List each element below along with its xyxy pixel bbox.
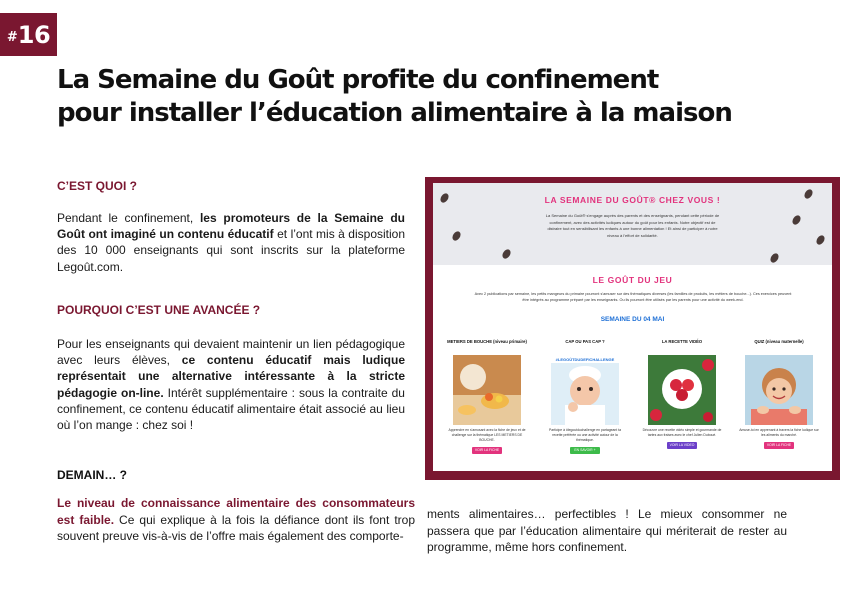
- challenge-banner-text: #LEGOÛTDUDEFICHALLENGE: [555, 357, 615, 362]
- coffee-bean-decoration: [451, 230, 462, 242]
- card-title: METIERS DE BOUCHE (niveau primaire): [447, 339, 527, 344]
- text-run: Ce qui explique à la fois la défiance dont ils font trop souvent preuve vis-à-vis de l’offre mais également des comporte-: [57, 512, 415, 543]
- card-caption: Participe à #legoutduchallenge en partageant ta recette préférée ou une activité autour de la thématique.: [548, 428, 621, 442]
- card-title: LA RECETTE VIDÉO: [661, 339, 703, 344]
- card-caption: Découvre une recette vidéo simple et gourmande de tartes aux fraises avec le chef Julien Duboué.: [642, 428, 722, 437]
- child-chef-photo: [551, 355, 619, 425]
- coffee-bean-decoration: [791, 214, 802, 226]
- section-title-what: C’EST QUOI ?: [57, 179, 138, 193]
- bold-text-run: ce contenu éducatif mais ludique représentait une alternative intéressante à la stricte pédagogie on-line.: [57, 353, 405, 400]
- section-title-tomorrow: DEMAIN… ?: [57, 468, 127, 482]
- activity-card-metiers: [447, 339, 527, 454]
- section-paragraph-what: [57, 210, 405, 275]
- banner-text: La Semaine du Goût® s'engage auprès des parents et des enseignants, pendant cette période de confinement, avec des activités ludiques autour du goût pour les enfants. Notre objectif est de distraire tout en sensibilisant les enfants à une bonne alimentation ! Et ainsi de participer à notre niveau à l'effort de solidarité.: [545, 213, 720, 238]
- coffee-bean-decoration: [501, 248, 512, 260]
- card-title: CAP OU PAS CAP ?: [565, 339, 605, 344]
- strawberries-photo: [648, 355, 716, 425]
- section-title-why: POURQUOI C’EST UNE AVANCÉE ?: [57, 303, 261, 317]
- section-paragraph-tomorrow-left: [57, 495, 415, 545]
- pastry-chef-photo: [453, 355, 521, 425]
- page-title-line-1: La Semaine du Goût profite du confinement: [57, 65, 659, 95]
- bold-text-run: Le niveau de connaissance alimentaire des consommateurs est faible.: [57, 496, 415, 527]
- activity-card-recipe: [642, 339, 722, 449]
- learn-more-button[interactable]: EN SAVOIR +: [570, 447, 600, 454]
- bold-text-run: les promoteurs de la Semaine du Goût ont imaginé un contenu éducatif: [57, 211, 405, 242]
- coffee-bean-decoration: [769, 252, 780, 264]
- smiling-child-photo: [745, 355, 813, 425]
- website-screenshot: [433, 183, 832, 471]
- game-section-title: LE GOÛT DU JEU: [592, 275, 673, 285]
- text-run: et l’ont mis à disposition des 10 000 enseignants qui sont inscrits sur la plateforme Legoût.com.: [57, 227, 406, 274]
- activity-card-cap: [545, 339, 625, 454]
- view-sheet-button[interactable]: VOIR LA FICHE: [472, 447, 502, 454]
- page-number-hash: #: [6, 30, 18, 45]
- text-run: Pour les enseignants qui devaient maintenir un lien pédagogique avec leurs élèves,: [57, 337, 405, 368]
- card-caption: Amuse-toi en apprenant à travers la fiche ludique sur les aliments du marché.: [739, 428, 819, 437]
- text-run: Pendant le confinement,: [57, 211, 200, 225]
- game-section-text: Avec 2 publications par semaine, les petits mangeurs du primaire pourront s'amuser sur des thématiques diverses (les familles de produits, les métiers de bouche...). Ces exercices peuvent être intégrés au programme préparé par les enseignants. Ou ils pourront être utilisés par les parents pour une activité du week-end.: [474, 292, 792, 302]
- page-number: 16: [17, 20, 51, 49]
- activity-card-quiz: [739, 339, 819, 449]
- week-heading: SEMAINE DU 04 MAI: [600, 316, 665, 323]
- page-title-line-2: pour installer l’éducation alimentaire à la maison: [57, 98, 732, 128]
- view-video-button[interactable]: VOIR LA VIDEO: [667, 442, 697, 449]
- page-number-tag: [0, 13, 57, 56]
- section-paragraph-why: [57, 336, 405, 433]
- banner-title: LA SEMAINE DU GOÛT® CHEZ VOUS !: [544, 195, 721, 205]
- website-banner: [433, 183, 832, 265]
- text-run: Intérêt supplémentaire : sous la contraite du confinement, ce contenu éducatif alimentaire était associé au lieu où l’on mange : chez soi !: [57, 385, 405, 433]
- view-sheet-button[interactable]: VOIR LA FICHE: [764, 442, 794, 449]
- card-title: QUIZ (niveau maternelle): [754, 339, 804, 344]
- coffee-bean-decoration: [815, 234, 826, 246]
- page-title: [57, 64, 777, 130]
- card-caption: Apprendre en s'amusant avec la fiche de jeux et de challenge sur la thématique LES METIERS DE BOUCHE.: [448, 428, 526, 442]
- section-paragraph-tomorrow-right: ments alimentaires… perfectibles ! Le mieux consommer ne passera que par l’éducation alimentaire qui mériterait de rester au programme, même hors confinement.: [427, 507, 787, 554]
- website-screenshot-frame: [425, 177, 840, 480]
